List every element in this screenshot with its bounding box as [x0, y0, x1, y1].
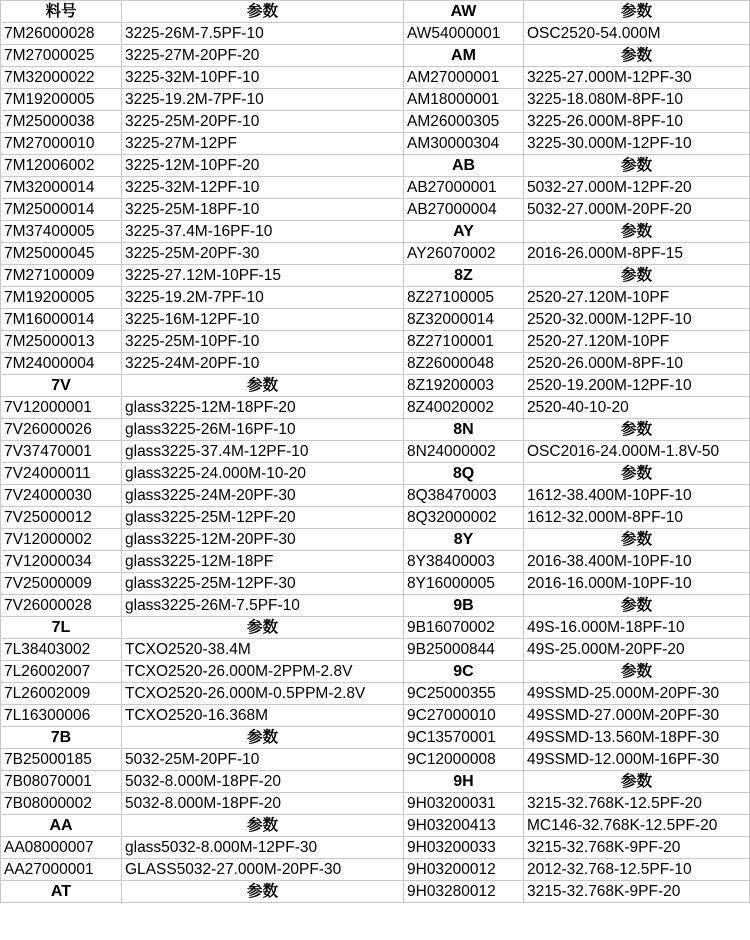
part-number-cell[interactable]: 7M37400005 — [1, 221, 122, 243]
parameter-cell[interactable]: TCXO2520-16.368M — [122, 705, 404, 727]
part-number-cell[interactable]: 9B16070002 — [404, 617, 524, 639]
part-number-cell[interactable]: 7B08000002 — [1, 793, 122, 815]
parameter-cell[interactable]: 3225-26M-7.5PF-10 — [122, 23, 404, 45]
column-header-cell[interactable]: 参数 — [122, 881, 404, 903]
part-number-cell[interactable]: 7M25000014 — [1, 199, 122, 221]
parameter-cell[interactable]: 3225-16M-12PF-10 — [122, 309, 404, 331]
parameter-cell[interactable]: 3225-37.4M-16PF-10 — [122, 221, 404, 243]
column-header-cell[interactable]: 参数 — [122, 617, 404, 639]
table-row — [1, 67, 750, 89]
parameter-cell[interactable]: glass3225-12M-18PF-20 — [122, 397, 404, 419]
parameter-cell[interactable]: 5032-27.000M-20PF-20 — [524, 199, 750, 221]
section-header-cell[interactable]: 7V — [1, 375, 122, 397]
parameter-cell[interactable]: 3225-25M-10PF-10 — [122, 331, 404, 353]
section-header-cell[interactable]: 9B — [404, 595, 524, 617]
part-number-cell[interactable]: 8Z27100001 — [404, 331, 524, 353]
parameter-cell[interactable]: MC146-32.768K-12.5PF-20 — [524, 815, 750, 837]
section-header-cell[interactable]: 9C — [404, 661, 524, 683]
table-row — [1, 353, 750, 375]
column-header-cell[interactable]: 参数 — [524, 661, 750, 683]
column-header-cell[interactable]: 参数 — [524, 155, 750, 177]
parameter-cell[interactable]: 3225-27M-12PF — [122, 133, 404, 155]
part-number-cell[interactable]: 8Q32000002 — [404, 507, 524, 529]
parameter-cell[interactable]: 3225-26.000M-8PF-10 — [524, 111, 750, 133]
parameter-cell[interactable]: 3225-32M-12PF-10 — [122, 177, 404, 199]
parameter-cell[interactable]: 3225-27M-20PF-20 — [122, 45, 404, 67]
parameter-cell[interactable]: 5032-25M-20PF-10 — [122, 749, 404, 771]
parameter-cell[interactable]: OSC2016-24.000M-1.8V-50 — [524, 441, 750, 463]
column-header-cell[interactable]: 参数 — [122, 375, 404, 397]
part-number-cell[interactable]: 7V12000002 — [1, 529, 122, 551]
table-row — [1, 155, 750, 177]
parameter-cell[interactable]: 3225-19.2M-7PF-10 — [122, 89, 404, 111]
parameter-cell[interactable]: 3215-32.768K-9PF-20 — [524, 881, 750, 903]
parameter-cell[interactable]: 3225-19.2M-7PF-10 — [122, 287, 404, 309]
part-number-cell[interactable]: AM30000304 — [404, 133, 524, 155]
section-header-cell[interactable]: 8Z — [404, 265, 524, 287]
parameter-cell[interactable]: 3225-24M-20PF-10 — [122, 353, 404, 375]
table-row — [1, 683, 750, 705]
parameter-cell[interactable]: 3225-25M-18PF-10 — [122, 199, 404, 221]
parameter-cell[interactable]: glass3225-25M-12PF-20 — [122, 507, 404, 529]
part-number-cell[interactable]: 7B08070001 — [1, 771, 122, 793]
part-number-cell[interactable]: 8Z19200003 — [404, 375, 524, 397]
column-header-cell[interactable]: 参数 — [122, 1, 404, 23]
parameter-cell[interactable]: TCXO2520-38.4M — [122, 639, 404, 661]
column-header-cell[interactable]: 参数 — [524, 771, 750, 793]
parameter-cell[interactable]: glass3225-24.000M-10-20 — [122, 463, 404, 485]
table-row — [1, 639, 750, 661]
parameter-cell[interactable]: 2520-40-10-20 — [524, 397, 750, 419]
column-header-cell[interactable]: 参数 — [524, 529, 750, 551]
section-header-cell[interactable]: AA — [1, 815, 122, 837]
table-row — [1, 705, 750, 727]
part-number-cell[interactable]: 9C27000010 — [404, 705, 524, 727]
parameter-cell[interactable]: 3225-32M-10PF-10 — [122, 67, 404, 89]
parameter-cell[interactable]: 2016-26.000M-8PF-15 — [524, 243, 750, 265]
table-row — [1, 617, 750, 639]
part-number-cell[interactable]: 7V26000026 — [1, 419, 122, 441]
parameter-cell[interactable]: 5032-27.000M-12PF-20 — [524, 177, 750, 199]
part-number-cell[interactable]: 8Y16000005 — [404, 573, 524, 595]
table-row — [1, 309, 750, 331]
table-row — [1, 661, 750, 683]
parameter-cell[interactable]: TCXO2520-26.000M-2PPM-2.8V — [122, 661, 404, 683]
parameter-cell[interactable]: 49SSMD-25.000M-20PF-30 — [524, 683, 750, 705]
parameter-cell[interactable]: glass3225-12M-20PF-30 — [122, 529, 404, 551]
parameter-cell[interactable]: 2012-32.768-12.5PF-10 — [524, 859, 750, 881]
part-number-cell[interactable]: 9B25000844 — [404, 639, 524, 661]
part-number-cell[interactable]: AW54000001 — [404, 23, 524, 45]
section-header-cell[interactable]: 9H — [404, 771, 524, 793]
part-number-cell[interactable]: 7M32000022 — [1, 67, 122, 89]
part-number-cell[interactable]: 9C12000008 — [404, 749, 524, 771]
table-row — [1, 881, 750, 903]
table-row — [1, 45, 750, 67]
part-number-cell[interactable]: AY26070002 — [404, 243, 524, 265]
part-number-cell[interactable]: 7V25000009 — [1, 573, 122, 595]
part-number-cell[interactable]: 7V25000012 — [1, 507, 122, 529]
part-number-cell[interactable]: 8Z27100005 — [404, 287, 524, 309]
parameter-cell[interactable]: 49SSMD-27.000M-20PF-30 — [524, 705, 750, 727]
table-row — [1, 419, 750, 441]
parameter-cell[interactable]: 3225-18.080M-8PF-10 — [524, 89, 750, 111]
part-number-cell[interactable]: 7M12006002 — [1, 155, 122, 177]
table-row — [1, 749, 750, 771]
table-row — [1, 441, 750, 463]
parameter-cell[interactable]: glass3225-24M-20PF-30 — [122, 485, 404, 507]
part-number-cell[interactable]: 9H03280012 — [404, 881, 524, 903]
section-header-cell[interactable]: AY — [404, 221, 524, 243]
column-header-cell[interactable]: 料号 — [1, 1, 122, 23]
parameter-cell[interactable]: 2520-26.000M-8PF-10 — [524, 353, 750, 375]
part-number-cell[interactable]: 7M16000014 — [1, 309, 122, 331]
part-number-cell[interactable]: 7M27000025 — [1, 45, 122, 67]
part-number-cell[interactable]: 7M32000014 — [1, 177, 122, 199]
section-header-cell[interactable]: 7B — [1, 727, 122, 749]
table-row — [1, 221, 750, 243]
parameter-cell[interactable]: 3215-32.768K-9PF-20 — [524, 837, 750, 859]
part-number-cell[interactable]: 9H03200031 — [404, 793, 524, 815]
parameter-cell[interactable]: 1612-38.400M-10PF-10 — [524, 485, 750, 507]
column-header-cell[interactable]: 参数 — [122, 727, 404, 749]
section-header-cell[interactable]: 7L — [1, 617, 122, 639]
parameter-cell[interactable]: glass3225-12M-18PF — [122, 551, 404, 573]
parameter-cell[interactable]: 3225-25M-20PF-10 — [122, 111, 404, 133]
part-number-cell[interactable]: AA27000001 — [1, 859, 122, 881]
part-number-cell[interactable]: 9H03200413 — [404, 815, 524, 837]
part-number-cell[interactable]: 7M24000004 — [1, 353, 122, 375]
column-header-cell[interactable]: 参数 — [524, 45, 750, 67]
table-row — [1, 133, 750, 155]
part-number-cell[interactable]: 7M25000013 — [1, 331, 122, 353]
parameter-cell[interactable]: 49S-16.000M-18PF-10 — [524, 617, 750, 639]
table-row — [1, 287, 750, 309]
part-number-cell[interactable]: AB27000001 — [404, 177, 524, 199]
section-header-cell[interactable]: 8Y — [404, 529, 524, 551]
column-header-cell[interactable]: 参数 — [524, 265, 750, 287]
parameter-cell[interactable]: 2016-16.000M-10PF-10 — [524, 573, 750, 595]
column-header-cell[interactable]: 参数 — [524, 463, 750, 485]
table-row — [1, 837, 750, 859]
part-number-cell[interactable]: 9H03200033 — [404, 837, 524, 859]
parameter-cell[interactable]: GLASS5032-27.000M-20PF-30 — [122, 859, 404, 881]
part-number-cell[interactable]: 7V12000001 — [1, 397, 122, 419]
table-row — [1, 727, 750, 749]
parameter-cell[interactable]: 49SSMD-13.560M-18PF-30 — [524, 727, 750, 749]
part-number-cell[interactable]: 7M27100009 — [1, 265, 122, 287]
parameter-cell[interactable]: 2520-27.120M-10PF — [524, 287, 750, 309]
parameter-cell[interactable]: 49S-25.000M-20PF-20 — [524, 639, 750, 661]
part-number-cell[interactable]: 7M19200005 — [1, 287, 122, 309]
table-row — [1, 177, 750, 199]
part-number-cell[interactable]: AM27000001 — [404, 67, 524, 89]
table-row — [1, 243, 750, 265]
table-row — [1, 199, 750, 221]
part-number-cell[interactable]: 7L16300006 — [1, 705, 122, 727]
parameter-cell[interactable]: 3225-12M-10PF-20 — [122, 155, 404, 177]
part-number-cell[interactable]: 7L26002009 — [1, 683, 122, 705]
table-row — [1, 771, 750, 793]
table-row — [1, 89, 750, 111]
table-row — [1, 397, 750, 419]
parameter-cell[interactable]: 3225-25M-20PF-30 — [122, 243, 404, 265]
parameter-cell[interactable]: OSC2520-54.000M — [524, 23, 750, 45]
part-number-cell[interactable]: 9H03200012 — [404, 859, 524, 881]
part-number-cell[interactable]: 7M26000028 — [1, 23, 122, 45]
section-header-cell[interactable]: 8N — [404, 419, 524, 441]
parameter-cell[interactable]: glass3225-37.4M-12PF-10 — [122, 441, 404, 463]
part-number-cell[interactable]: 8Z32000014 — [404, 309, 524, 331]
table-row — [1, 485, 750, 507]
parameter-cell[interactable]: glass3225-25M-12PF-30 — [122, 573, 404, 595]
part-number-cell[interactable]: 7M19200005 — [1, 89, 122, 111]
parameter-cell[interactable]: 3215-32.768K-12.5PF-20 — [524, 793, 750, 815]
parameter-cell[interactable]: glass3225-26M-7.5PF-10 — [122, 595, 404, 617]
table-row — [1, 551, 750, 573]
table-row — [1, 507, 750, 529]
column-header-cell[interactable]: 参数 — [524, 1, 750, 23]
part-number-cell[interactable]: 7V24000011 — [1, 463, 122, 485]
part-number-cell[interactable]: 7M25000045 — [1, 243, 122, 265]
parameter-cell[interactable]: 2520-19.200M-12PF-10 — [524, 375, 750, 397]
part-number-cell[interactable]: AA08000007 — [1, 837, 122, 859]
table-row — [1, 573, 750, 595]
table-row — [1, 331, 750, 353]
part-number-cell[interactable]: 9C25000355 — [404, 683, 524, 705]
column-header-cell[interactable]: 参数 — [122, 815, 404, 837]
parameter-cell[interactable]: 3225-30.000M-12PF-10 — [524, 133, 750, 155]
table-row — [1, 23, 750, 45]
part-number-cell[interactable]: 7L26002007 — [1, 661, 122, 683]
parameter-cell[interactable]: glass3225-26M-16PF-10 — [122, 419, 404, 441]
table-row — [1, 463, 750, 485]
table-row — [1, 111, 750, 133]
parameter-cell[interactable]: 2520-27.120M-10PF — [524, 331, 750, 353]
parameter-cell[interactable]: 1612-32.000M-8PF-10 — [524, 507, 750, 529]
part-number-cell[interactable]: 9C13570001 — [404, 727, 524, 749]
parameter-cell[interactable]: 5032-8.000M-18PF-20 — [122, 793, 404, 815]
section-header-cell[interactable]: AW — [404, 1, 524, 23]
part-number-cell[interactable]: 8Z26000048 — [404, 353, 524, 375]
part-number-cell[interactable]: AM26000305 — [404, 111, 524, 133]
parameter-cell[interactable]: 3225-27.000M-12PF-30 — [524, 67, 750, 89]
parameter-cell[interactable]: 2016-38.400M-10PF-10 — [524, 551, 750, 573]
table-row — [1, 793, 750, 815]
parameter-cell[interactable]: glass5032-8.000M-12PF-30 — [122, 837, 404, 859]
part-number-cell[interactable]: 7V26000028 — [1, 595, 122, 617]
column-header-cell[interactable]: 参数 — [524, 595, 750, 617]
parameter-cell[interactable]: TCXO2520-26.000M-0.5PPM-2.8V — [122, 683, 404, 705]
part-number-cell[interactable]: 7M27000010 — [1, 133, 122, 155]
section-header-cell[interactable]: 8Q — [404, 463, 524, 485]
part-number-cell[interactable]: 7V12000034 — [1, 551, 122, 573]
part-number-cell[interactable]: 8Q38470003 — [404, 485, 524, 507]
section-header-cell[interactable]: AB — [404, 155, 524, 177]
table-row — [1, 595, 750, 617]
table-row — [1, 815, 750, 837]
column-header-cell[interactable]: 参数 — [524, 419, 750, 441]
section-header-cell[interactable]: AT — [1, 881, 122, 903]
table-row — [1, 1, 750, 23]
part-number-cell[interactable]: AB27000004 — [404, 199, 524, 221]
part-number-cell[interactable]: 7V24000030 — [1, 485, 122, 507]
part-number-cell[interactable]: 8Z40020002 — [404, 397, 524, 419]
part-number-cell[interactable]: 8N24000002 — [404, 441, 524, 463]
parameter-cell[interactable]: 2520-32.000M-12PF-10 — [524, 309, 750, 331]
column-header-cell[interactable]: 参数 — [524, 221, 750, 243]
table-row — [1, 529, 750, 551]
part-number-cell[interactable]: 7B25000185 — [1, 749, 122, 771]
parts-table-body — [1, 1, 750, 903]
part-number-cell[interactable]: 7M25000038 — [1, 111, 122, 133]
table-row — [1, 375, 750, 397]
table-row — [1, 859, 750, 881]
parameter-cell[interactable]: 3225-27.12M-10PF-15 — [122, 265, 404, 287]
part-number-cell[interactable]: 8Y38400003 — [404, 551, 524, 573]
parameter-cell[interactable]: 5032-8.000M-18PF-20 — [122, 771, 404, 793]
table-row — [1, 265, 750, 287]
parameter-cell[interactable]: 49SSMD-12.000M-16PF-30 — [524, 749, 750, 771]
part-number-cell[interactable]: 7V37470001 — [1, 441, 122, 463]
part-number-cell[interactable]: 7L38403002 — [1, 639, 122, 661]
section-header-cell[interactable]: AM — [404, 45, 524, 67]
part-number-cell[interactable]: AM18000001 — [404, 89, 524, 111]
